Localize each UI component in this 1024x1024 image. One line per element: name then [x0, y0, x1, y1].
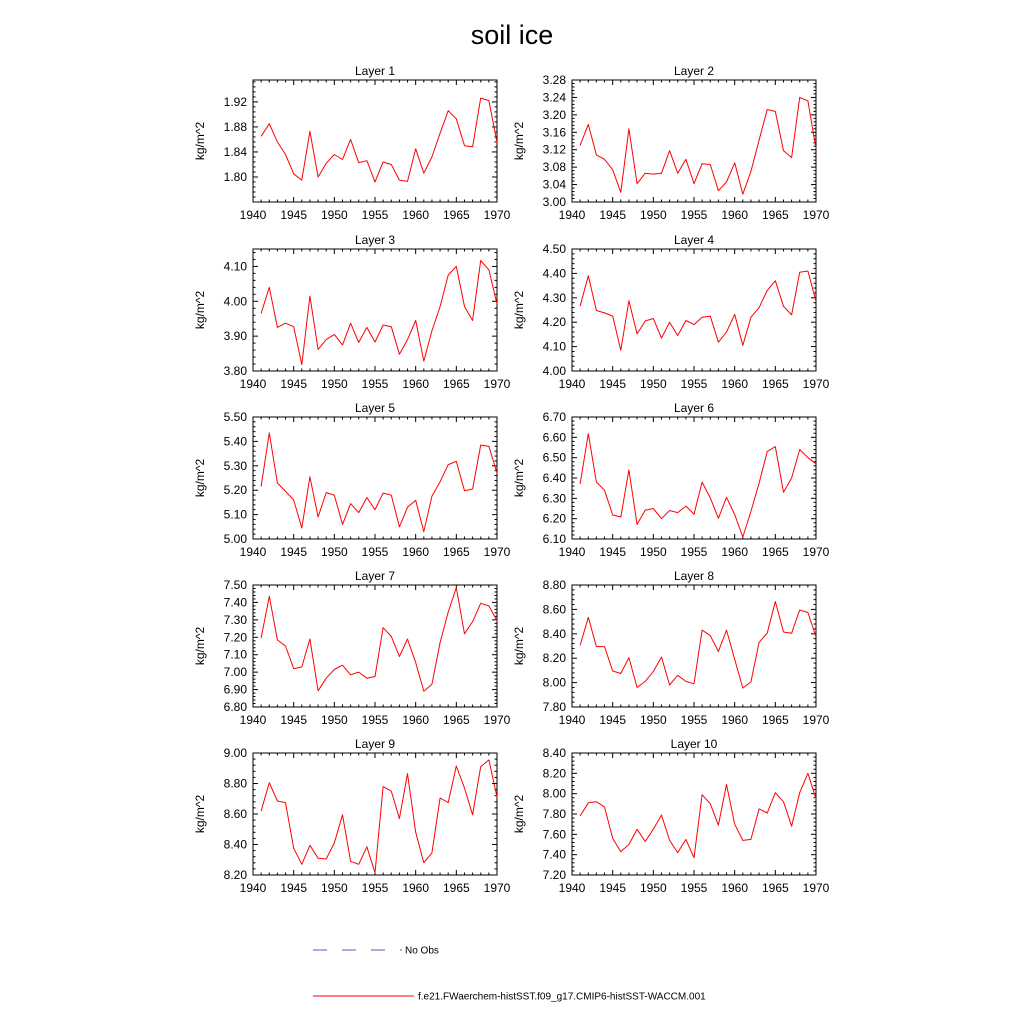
y-tick-label: 4.10 [542, 339, 566, 354]
x-tick-label: 1955 [361, 881, 389, 895]
y-tick-label: 3.80 [223, 364, 247, 378]
y-tick-label: 5.40 [223, 434, 247, 449]
y-tick-label: 4.50 [542, 242, 566, 256]
x-tick-label: 1970 [483, 208, 511, 222]
y-tick-label: 6.10 [542, 532, 566, 546]
legend-model-label: f.e21.FWaerchem-histSST.f09_g17.CMIP6-histSST-WACCM.001 [418, 991, 706, 1003]
y-tick-label: 6.30 [542, 491, 566, 506]
y-tick-label: 7.60 [542, 827, 566, 842]
y-tick-label: 7.10 [223, 647, 247, 662]
x-tick-label: 1965 [761, 713, 789, 727]
y-axis-label: kg/m^2 [512, 626, 526, 666]
x-tick-label: 1950 [320, 545, 348, 559]
x-tick-label: 1955 [361, 208, 389, 222]
x-tick-label: 1945 [280, 881, 308, 895]
legend [313, 946, 706, 1003]
y-tick-label: 5.10 [223, 507, 247, 522]
x-tick-label: 1955 [680, 881, 708, 895]
y-tick-label: 4.10 [223, 259, 247, 274]
y-tick-label: 4.00 [223, 294, 247, 309]
y-tick-label: 4.40 [542, 266, 566, 281]
plot-frame [572, 585, 816, 707]
y-tick-label: 3.16 [542, 125, 566, 140]
x-tick-label: 1950 [320, 377, 348, 391]
x-tick-label: 1955 [680, 208, 708, 222]
y-tick-label: 7.00 [223, 665, 247, 680]
panel-grid [193, 64, 830, 895]
x-tick-label: 1950 [639, 713, 667, 727]
y-tick-label: 3.12 [542, 142, 566, 157]
series-line [261, 760, 497, 873]
x-tick-label: 1965 [761, 545, 789, 559]
y-tick-label: 6.70 [542, 410, 566, 424]
y-tick-label: 7.30 [223, 612, 247, 627]
plot-frame [572, 249, 816, 371]
y-tick-label: 3.28 [542, 73, 566, 87]
panel-title: Layer 1 [354, 64, 396, 78]
panel-title: Layer 3 [354, 233, 396, 247]
plot-frame [253, 585, 497, 707]
y-tick-label: 6.50 [542, 450, 566, 465]
panel-layer-7 [193, 569, 511, 727]
x-tick-label: 1945 [280, 377, 308, 391]
x-tick-label: 1950 [320, 881, 348, 895]
panel-layer-4 [512, 233, 830, 391]
y-tick-label: 7.20 [542, 868, 566, 882]
y-tick-label: 6.80 [223, 700, 247, 714]
series-line [261, 98, 497, 182]
x-tick-label: 1945 [280, 208, 308, 222]
y-axis-label: kg/m^2 [193, 290, 207, 330]
y-tick-label: 8.80 [542, 578, 566, 592]
y-tick-label: 4.00 [542, 364, 566, 378]
x-tick-label: 1940 [239, 713, 267, 727]
panel-layer-3 [193, 233, 511, 391]
y-tick-label: 7.40 [223, 595, 247, 610]
x-tick-label: 1955 [680, 545, 708, 559]
y-axis-label: kg/m^2 [193, 794, 207, 834]
x-tick-label: 1955 [361, 377, 389, 391]
x-tick-label: 1970 [802, 713, 830, 727]
y-tick-label: 7.50 [223, 578, 247, 592]
x-tick-label: 1970 [802, 208, 830, 222]
series-line [261, 433, 497, 532]
x-tick-label: 1965 [761, 377, 789, 391]
x-tick-label: 1940 [558, 713, 586, 727]
series-line [261, 261, 497, 365]
y-tick-label: 1.88 [223, 119, 247, 134]
plot-frame [253, 249, 497, 371]
series-line [580, 602, 816, 689]
x-tick-label: 1970 [483, 377, 511, 391]
y-tick-label: 4.20 [542, 315, 566, 330]
y-tick-label: 7.80 [542, 700, 566, 714]
figure-title: soil ice [470, 20, 554, 50]
x-tick-label: 1940 [239, 881, 267, 895]
panel-title: Layer 4 [673, 233, 715, 247]
y-tick-label: 8.60 [542, 602, 566, 617]
x-tick-label: 1960 [721, 545, 749, 559]
y-axis-label: kg/m^2 [512, 458, 526, 498]
x-tick-label: 1950 [639, 208, 667, 222]
x-tick-label: 1950 [639, 881, 667, 895]
series-line [580, 271, 816, 350]
y-tick-label: 7.40 [542, 847, 566, 862]
y-tick-label: 6.90 [223, 682, 247, 697]
y-tick-label: 8.60 [223, 807, 247, 821]
y-tick-label: 8.40 [223, 837, 247, 852]
y-tick-label: 3.04 [542, 177, 566, 192]
x-tick-label: 1960 [402, 881, 430, 895]
y-tick-label: 5.30 [223, 458, 247, 473]
y-axis-label: kg/m^2 [512, 794, 526, 834]
series-line [580, 434, 816, 537]
legend-obs-label: No Obs [405, 945, 439, 957]
y-tick-label: 8.40 [542, 746, 566, 760]
panel-layer-9 [193, 737, 511, 895]
y-tick-label: 3.90 [223, 329, 247, 344]
panel-title: Layer 7 [354, 569, 396, 583]
x-tick-label: 1965 [761, 881, 789, 895]
y-tick-label: 8.40 [542, 626, 566, 641]
panel-layer-10 [512, 737, 830, 895]
x-tick-label: 1960 [721, 881, 749, 895]
x-tick-label: 1945 [599, 377, 627, 391]
x-tick-label: 1970 [483, 545, 511, 559]
y-tick-label: 3.20 [542, 107, 566, 122]
x-tick-label: 1945 [280, 545, 308, 559]
x-tick-label: 1940 [558, 545, 586, 559]
y-tick-label: 4.30 [542, 290, 566, 305]
y-tick-label: 7.20 [223, 630, 247, 645]
x-tick-label: 1950 [320, 208, 348, 222]
y-axis-label: kg/m^2 [512, 290, 526, 330]
y-axis-label: kg/m^2 [512, 121, 526, 161]
panel-title: Layer 10 [670, 737, 718, 751]
x-tick-label: 1960 [721, 377, 749, 391]
panel-title: Layer 6 [673, 401, 715, 415]
x-tick-label: 1940 [239, 377, 267, 391]
x-tick-label: 1970 [802, 377, 830, 391]
x-tick-label: 1940 [558, 377, 586, 391]
x-tick-label: 1970 [483, 881, 511, 895]
y-tick-label: 6.20 [542, 511, 566, 526]
x-tick-label: 1965 [442, 208, 470, 222]
x-tick-label: 1940 [239, 545, 267, 559]
x-tick-label: 1960 [402, 713, 430, 727]
panel-layer-1 [193, 64, 511, 222]
x-tick-label: 1955 [680, 713, 708, 727]
x-tick-label: 1955 [680, 377, 708, 391]
y-tick-label: 3.24 [542, 90, 566, 105]
panel-title: Layer 9 [354, 737, 396, 751]
y-tick-label: 8.00 [542, 675, 566, 690]
y-tick-label: 3.00 [542, 195, 566, 209]
x-tick-label: 1940 [558, 881, 586, 895]
plot-frame [253, 753, 497, 875]
y-axis-label: kg/m^2 [193, 626, 207, 666]
x-tick-label: 1960 [721, 208, 749, 222]
y-tick-label: 1.92 [223, 94, 247, 109]
y-tick-label: 7.80 [542, 807, 566, 821]
panel-layer-6 [512, 401, 830, 559]
x-tick-label: 1970 [802, 545, 830, 559]
y-tick-label: 3.08 [542, 160, 566, 175]
y-tick-label: 8.20 [542, 651, 566, 666]
y-axis-label: kg/m^2 [193, 458, 207, 498]
x-tick-label: 1960 [402, 545, 430, 559]
x-tick-label: 1965 [442, 713, 470, 727]
panel-layer-2 [512, 64, 830, 222]
y-tick-label: 8.20 [223, 868, 247, 882]
x-tick-label: 1945 [599, 881, 627, 895]
x-tick-label: 1940 [558, 208, 586, 222]
panel-layer-8 [512, 569, 830, 727]
x-tick-label: 1965 [442, 881, 470, 895]
y-tick-label: 9.00 [223, 746, 247, 760]
x-tick-label: 1950 [320, 713, 348, 727]
panel-layer-5 [193, 401, 511, 559]
x-tick-label: 1945 [599, 713, 627, 727]
x-tick-label: 1960 [402, 377, 430, 391]
y-tick-label: 5.00 [223, 532, 247, 546]
x-tick-label: 1945 [599, 208, 627, 222]
panel-title: Layer 8 [673, 569, 715, 583]
y-axis-label: kg/m^2 [193, 121, 207, 161]
x-tick-label: 1955 [361, 713, 389, 727]
y-tick-label: 5.50 [223, 410, 247, 424]
y-tick-label: 6.40 [542, 471, 566, 485]
y-tick-label: 1.84 [223, 144, 247, 159]
x-tick-label: 1970 [483, 713, 511, 727]
plot-frame [572, 417, 816, 539]
series-line [261, 588, 497, 692]
x-tick-label: 1970 [802, 881, 830, 895]
y-tick-label: 1.80 [223, 169, 247, 184]
plot-frame [253, 80, 497, 202]
y-tick-label: 5.20 [223, 483, 247, 498]
x-tick-label: 1940 [239, 208, 267, 222]
y-tick-label: 8.80 [223, 776, 247, 791]
y-tick-label: 8.00 [542, 786, 566, 801]
panel-title: Layer 2 [673, 64, 715, 78]
plot-frame [253, 417, 497, 539]
x-tick-label: 1945 [599, 545, 627, 559]
x-tick-label: 1950 [639, 377, 667, 391]
x-tick-label: 1960 [402, 208, 430, 222]
x-tick-label: 1965 [761, 208, 789, 222]
x-tick-label: 1960 [721, 713, 749, 727]
x-tick-label: 1950 [639, 545, 667, 559]
x-tick-label: 1965 [442, 377, 470, 391]
y-tick-label: 6.60 [542, 430, 566, 445]
x-tick-label: 1955 [361, 545, 389, 559]
series-line [580, 97, 816, 194]
x-tick-label: 1965 [442, 545, 470, 559]
x-tick-label: 1945 [280, 713, 308, 727]
panel-title: Layer 5 [354, 401, 396, 415]
series-line [580, 773, 816, 857]
y-tick-label: 8.20 [542, 766, 566, 781]
